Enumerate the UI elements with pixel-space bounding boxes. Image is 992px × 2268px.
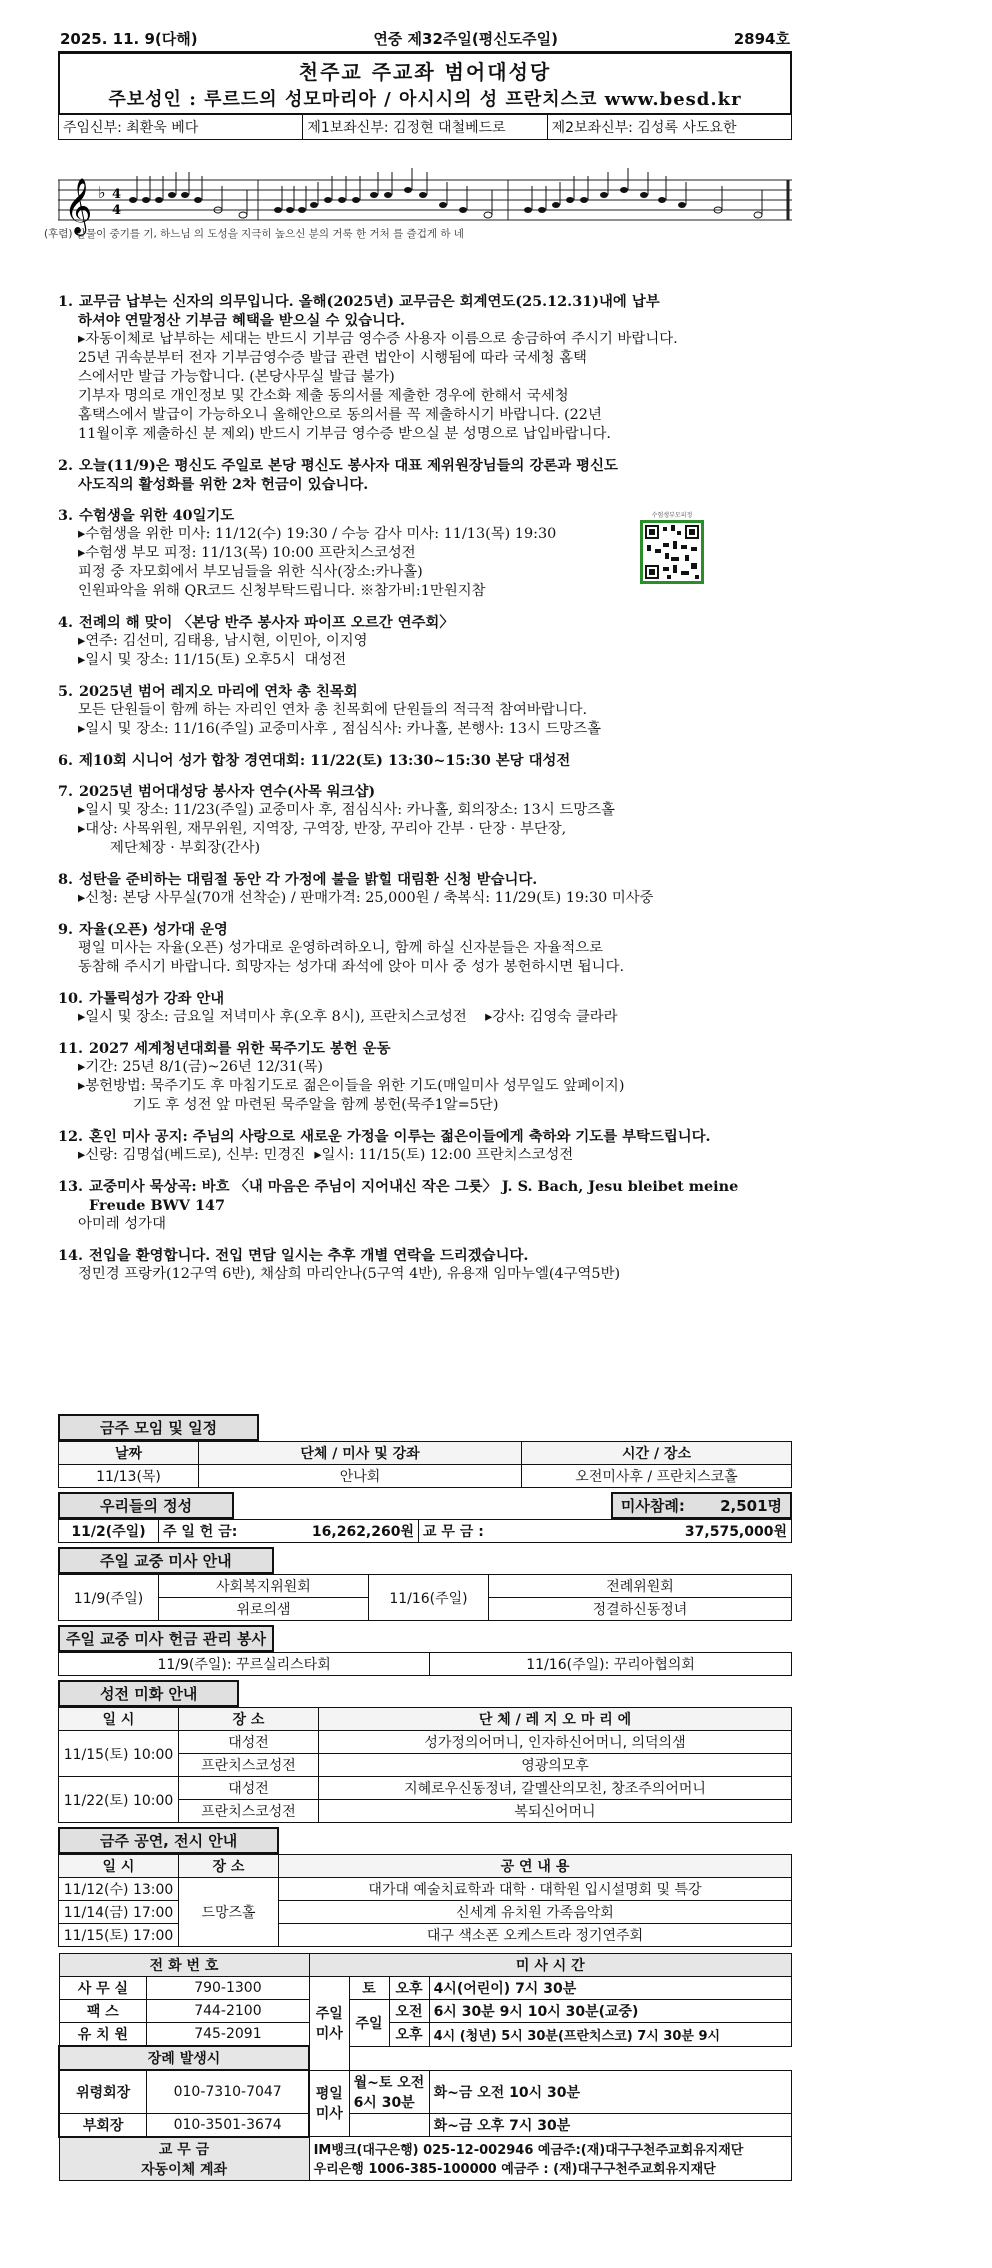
notice-title-row — [58, 292, 792, 311]
notice-item — [58, 1246, 792, 1284]
notice-number: 8. — [58, 871, 74, 888]
weekly-schedule-table — [58, 1441, 792, 1488]
table-row: 교 무 금 자동이체 계좌 IM뱅크(대구은행) 025-12-002946 예금주:(재)대구구천주교회유지재단 우리은행 1006-385-100000 예금주 : (재)대구구천주교회유지재단 — [59, 2137, 792, 2181]
svg-text:4: 4 — [112, 203, 122, 218]
assistant-priest-1: 제1보좌신부: 김정현 대철베드로 — [303, 115, 547, 139]
table-row: 11/22(토) 10:00 대성전 지혜로우신동정녀, 갈멜산의모친, 창조주의어머니 — [59, 1777, 792, 1800]
notice-detail: ▸일시 및 장소: 금요일 저녁미사 후(오후 8시), 프란치스코성전 ▸강사: 김영숙 클라라 — [78, 1009, 618, 1025]
notices-list — [58, 292, 792, 1284]
patron-saints: 주보성인 : 루르드의 성모마리아 / 아시시의 성 프란치스코 www.besd.kr — [108, 89, 742, 110]
notice-number: 3. — [58, 507, 74, 524]
info-tables — [58, 1410, 792, 2181]
events-table: 일 시 장 소 공 연 내 용 11/12(수) 13:00 드망즈홀 대가대 예술치료학과 대학 · 대학원 입시설명회 및 특강 11/14(금) 17:00 신세계 유치원 가족음악회 11/15(토) 17:00 대구 색소폰 오케스트라 정기연주회 — [58, 1854, 792, 1947]
notice-title-row — [58, 751, 792, 770]
notice-detail: 11월이후 제출하신 분 제외) 반드시 기부금 영수증 받으실 분 성명으로 납입바랍니다. — [78, 426, 611, 442]
table-row: 위로의샘 정결하신동정녀 — [59, 1598, 792, 1621]
notice-detail: 아미레 성가대 — [78, 1216, 166, 1232]
notice-detail: 스에서만 발급 가능합니다. (본당사무실 발급 불가) — [78, 369, 395, 385]
notice-detail: ▸봉헌방법: 묵주기도 후 마침기도로 젊은이들을 위한 기도(매일미사 성무일도 앞페이지) — [78, 1078, 625, 1094]
notice-heading: 제10회 시니어 성가 합창 경연대회: 11/22(토) 13:30~15:30 본당 대성전 — [79, 752, 571, 769]
notice-heading: 교중미사 묵상곡: 바흐 〈내 마음은 주님이 지어내신 작은 그릇〉 J. S. Bach, Jesu bleibet meine Freude BWV 147 — [89, 1178, 739, 1214]
notice-heading: 교무금 납부는 신자의 의무입니다. 올해(2025년) 교무금은 회계연도(25.12.31)내에 납부 — [79, 293, 660, 310]
notice-heading: 수험생을 위한 40일기도 — [79, 507, 235, 524]
notice-heading: 전례의 해 맞이 〈본당 반주 봉사자 파이프 오르간 연주회〉 — [79, 614, 454, 631]
table-row: 11/15(토) 17:00 대구 색소폰 오케스트라 정기연주회 — [59, 1924, 792, 1947]
notice-detail: 평일 미사는 자율(오픈) 성가대로 운영하려하오니, 함께 하실 신자분들은 자율적으로 — [78, 940, 604, 956]
notice-number: 1. — [58, 293, 74, 310]
notice-heading: 2027 세계청년대회를 위한 묵주기도 봉헌 운동 — [89, 1040, 391, 1057]
notice-title-row — [58, 1039, 792, 1058]
issue-date: 2025. 11. 9(다해) — [60, 30, 198, 48]
notice-number: 2. — [58, 457, 74, 474]
altar-title: 성전 미화 안내 — [58, 1680, 239, 1707]
notice-detail: ▸일시 및 장소: 11/23(주일) 교중미사 후, 점심식사: 카나홀, 회의장소: 13시 드망즈홀 — [78, 802, 615, 818]
notice-detail: ▸일시 및 장소: 11/15(토) 오후5시 대성전 — [78, 652, 347, 668]
notice-title-row — [58, 682, 792, 701]
table-row: 프란치스코성전 영광의모후 — [59, 1754, 792, 1777]
altar-table: 일 시 장 소 단 체 / 레 지 오 마 리 에 11/15(토) 10:00 대성전 성가정의어머니, 인자하신어머니, 의덕의샘 프란치스코성전 영광의모후 11/22(토) 10:00 대성전 지혜로우신동정녀, 갈멜산의모친, 창조주의어머니 프란치스코성전 복되신어머니 — [58, 1707, 792, 1823]
notice-item — [58, 456, 792, 494]
flat-icon: ♭ — [98, 183, 106, 202]
notice-title-row — [58, 1246, 792, 1265]
collection-table — [58, 1652, 792, 1676]
notice-item — [58, 1039, 792, 1115]
collection-title: 주일 교중 미사 헌금 관리 봉사 — [58, 1625, 274, 1652]
weekly-header-group: 단체 / 미사 및 강좌 — [199, 1442, 522, 1465]
liturgical-sunday: 연중 제32주일(평신도주일) — [373, 30, 559, 48]
note-stems — [137, 168, 762, 215]
weekly-header-date: 날짜 — [59, 1442, 199, 1465]
mass-attendance: 미사참례: 2,501명 — [611, 1492, 792, 1519]
table-row: 11/14(금) 17:00 신세계 유치원 가족음악회 — [59, 1901, 792, 1924]
notice-item — [58, 682, 792, 739]
notice-number: 14. — [58, 1247, 84, 1264]
notice-detail: ▸대상: 사목위원, 재무위원, 지역장, 구역장, 반장, 꾸리아 간부 · 단장 · 부단장, — [78, 821, 567, 837]
offering-title: 우리들의 정성 — [58, 1492, 234, 1519]
table-row: 11/13(목) 안나회 오전미사후 / 프란치스코홀 — [59, 1465, 792, 1488]
notice-item — [58, 1177, 792, 1234]
notice-heading: 자율(오픈) 성가대 운영 — [79, 921, 228, 938]
notice-heading: 사도직의 활성화를 위한 2차 헌금이 있습니다. — [78, 476, 369, 493]
notice-detail: 기부자 명의로 개인정보 및 간소화 제출 동의서를 제출한 경우에 한해서 국세청 — [78, 388, 569, 404]
treble-clef-icon: 𝄞 — [64, 178, 93, 234]
notice-heading: 성탄을 준비하는 대림절 동안 각 가정에 불을 밝힐 대림환 신청 받습니다. — [79, 871, 538, 888]
notice-detail: 홈택스에서 발급이 가능하오니 올해안으로 동의서를 꼭 제출하시기 바랍니다. (22년 — [78, 407, 602, 423]
table-row: 팩 스 744-2100 주일 오전 6시 30분 9시 10시 30분(교중) — [59, 2000, 792, 2023]
hymn-lyrics: (후렴) 갈물이 중기를 기, 하느님 의 도성을 지극히 높으신 분의 거룩 한 거처 를 즐겁게 하 네 — [44, 228, 464, 240]
notice-title-row — [58, 870, 792, 889]
notice-detail: ▸수험생 부모 피정: 11/13(목) 10:00 프란치스코성전 — [78, 545, 416, 561]
offering-table — [58, 1519, 792, 1543]
notice-detail: 25년 귀속분부터 전자 기부금영수증 발급 관련 법안이 시행됨에 따라 국세청 홈택 — [78, 350, 587, 366]
notice-number: 9. — [58, 921, 74, 938]
notice-detail: ▸연주: 김선미, 김태용, 남시현, 이민아, 이지영 — [78, 633, 368, 649]
contacts-mass-table: 전 화 번 호 미 사 시 간 사 무 실 790-1300 주일 미사 토 오후 4시(어린이) 7시 30분 팩 스 744-2100 주일 오전 6시 30분 9시 10시 30분(교중) 유 치 원 745-2091 오후 4시 (청년) 5시 30분(프란치스코) 7시 30분 9시 장례 발생시 위령회장 010-7310-7047 평일 미사 월~토 오전 6시 30분 화~금 오전 10시 30분 부회장 010-3501-3674 화~금 오후 7시 30분 교 무 금 자동이체 계좌 IM뱅크(대구은행) 025-12-002946 예금주:(재)대구구천주교회유지재단 우리은행 1006-385-100000 예금주 : (재)대구구천주교회유지재단 — [58, 1953, 792, 2181]
notice-detail: ▸신랑: 김명섭(베드로), 신부: 민경진 ▸일시: 11/15(토) 12:00 프란치스코성전 — [78, 1147, 574, 1163]
notice-title-row — [58, 782, 792, 801]
mass-guide-table — [58, 1574, 792, 1621]
notice-title-row — [58, 989, 792, 1008]
notice-detail: ▸기간: 25년 8/1(금)~26년 12/31(목) — [78, 1059, 323, 1075]
notice-item — [58, 292, 792, 444]
svg-text:4: 4 — [112, 187, 122, 202]
bank-account-1: IM뱅크(대구은행) 025-12-002946 예금주:(재)대구구천주교회유지재단 — [313, 2143, 744, 2159]
notice-title-row — [58, 1177, 792, 1215]
notice-item — [58, 870, 792, 908]
notice-number: 10. — [58, 990, 84, 1007]
notice-item — [58, 751, 792, 770]
parish-name: 천주교 주교좌 범어대성당 — [298, 60, 552, 84]
notice-detail: 정민경 프랑카(12구역 6반), 채삼희 마리안나(5구역 4반), 유용재 임마누엘(4구역5반) — [78, 1266, 621, 1282]
header-line — [58, 28, 792, 53]
notice-heading: 오늘(11/9)은 평신도 주일로 본당 평신도 봉사자 대표 제위원장님들의 강론과 평신도 — [79, 457, 618, 474]
notice-heading: 전입을 환영합니다. 전입 면담 일시는 추후 개별 연락을 드리겠습니다. — [89, 1247, 529, 1264]
pastor: 주임신부: 최환욱 베다 — [59, 115, 303, 139]
notice-item — [58, 1127, 792, 1165]
notice-detail: ▸일시 및 장소: 11/16(주일) 교중미사후 , 점심식사: 카나홀, 본행사: 13시 드망즈홀 — [78, 721, 602, 737]
title-box — [58, 53, 792, 115]
mass-guide-title: 주일 교중 미사 안내 — [58, 1547, 274, 1574]
notice-number: 4. — [58, 614, 74, 631]
table-row: 위령회장 010-7310-7047 평일 미사 월~토 오전 6시 30분 화~금 오전 10시 30분 — [59, 2070, 792, 2113]
notice-number: 12. — [58, 1128, 84, 1145]
table-row: 11/2(주일) 주 일 헌 금: 16,262,260원 교 무 금 : 37,575,000원 — [59, 1520, 792, 1543]
notice-detail: ▸수험생을 위한 미사: 11/12(수) 19:30 / 수능 감사 미사: 11/13(목) 19:30 — [78, 526, 557, 542]
notice-item — [58, 920, 792, 977]
notice-number: 5. — [58, 683, 74, 700]
notice-detail: 모든 단원들이 함께 하는 자리인 연차 총 친목회에 단원들의 적극적 참여바랍니다. — [78, 702, 588, 718]
notice-title-row — [58, 613, 792, 632]
table-row: 사 무 실 790-1300 주일 미사 토 오후 4시(어린이) 7시 30분 — [59, 1977, 792, 2000]
weekly-schedule-title: 금주 모임 및 일정 — [58, 1414, 259, 1441]
table-row: 11/9(주일) 사회복지위원회 11/16(주일) 전례위원회 — [59, 1575, 792, 1598]
notice-item — [58, 782, 792, 858]
qr-code-icon[interactable] — [640, 520, 704, 584]
weekly-header-place: 시간 / 장소 — [522, 1442, 792, 1465]
music-notes — [129, 187, 762, 218]
table-row: 유 치 원 745-2091 오후 4시 (청년) 5시 30분(프란치스코) 7시 30분 9시 — [59, 2023, 792, 2047]
notice-title-row — [58, 1127, 792, 1146]
notice-title-row — [58, 456, 792, 475]
notice-detail: 동참해 주시기 바랍니다. 희망자는 성가대 좌석에 앉아 미사 중 성가 봉헌하시면 됩니다. — [78, 959, 625, 975]
qr-caption: 수험생부모피정 — [651, 512, 693, 519]
table-row: 부회장 010-3501-3674 화~금 오후 7시 30분 — [59, 2113, 792, 2137]
table-row: 11/9(주일): 꾸르실리스타회 11/16(주일): 꾸리아협의회 — [59, 1653, 792, 1676]
notice-item — [58, 989, 792, 1027]
notice-detail: 피정 중 자모회에서 부모님들을 위한 식사(장소:카나홀) — [78, 564, 423, 580]
notice-detail: 제단체장 · 부회장(간사) — [78, 840, 261, 856]
table-row: 11/12(수) 13:00 드망즈홀 대가대 예술치료학과 대학 · 대학원 입시설명회 및 특강 — [59, 1878, 792, 1901]
notices-section — [58, 292, 792, 1296]
notice-heading: 2025년 범어 레지오 마리에 연차 총 친목회 — [79, 683, 358, 700]
notice-heading: 하셔야 연말정산 기부금 혜택을 받으실 수 있습니다. — [78, 312, 406, 329]
notice-number: 7. — [58, 783, 74, 800]
table-row: 11/15(토) 10:00 대성전 성가정의어머니, 인자하신어머니, 의덕의샘 — [59, 1731, 792, 1754]
assistant-priest-2: 제2보좌신부: 김성록 사도요한 — [551, 120, 737, 136]
notice-detail: ▸자동이체로 납부하는 세대는 반드시 기부금 영수증 사용자 이름으로 송금하여 주시기 바랍니다. — [78, 331, 678, 347]
notice-number: 11. — [58, 1040, 84, 1057]
notice-number: 13. — [58, 1178, 84, 1195]
notice-title-row — [58, 920, 792, 939]
notice-detail: ▸신청: 본당 사무실(70개 선착순) / 판매가격: 25,000원 / 축복식: 11/29(토) 19:30 미사중 — [78, 890, 654, 906]
notice-heading: 혼인 미사 공지: 주님의 사랑으로 새로운 가정을 이루는 젊은이들에게 축하와 기도를 부탁드립니다. — [89, 1128, 711, 1145]
notice-heading: 가톨릭성가 강좌 안내 — [89, 990, 225, 1007]
offering-header — [58, 1488, 792, 1519]
table-row: 프란치스코성전 복되신어머니 — [59, 1800, 792, 1823]
notice-detail: 인원파악을 위해 QR코드 신청부탁드립니다. ※참가비:1만원지참 — [78, 583, 486, 599]
table-row: 장례 발생시 — [59, 2046, 792, 2070]
issue-number: 2894호 — [733, 30, 790, 48]
notice-heading: 2025년 범어대성당 봉사자 연수(사목 워크샵) — [79, 783, 376, 800]
bulletin-page — [58, 28, 792, 250]
bank-account-2: 우리은행 1006-385-100000 예금주 : (재)대구구천주교회유지재단 — [313, 2162, 716, 2178]
notice-item — [58, 613, 792, 670]
notice-detail: 기도 후 성전 앞 마련된 묵주알을 함께 봉헌(묵주1알=5단) — [78, 1097, 499, 1113]
clergy-row — [58, 115, 792, 140]
events-title: 금주 공연, 전시 안내 — [58, 1827, 279, 1854]
notice-number: 6. — [58, 752, 74, 769]
